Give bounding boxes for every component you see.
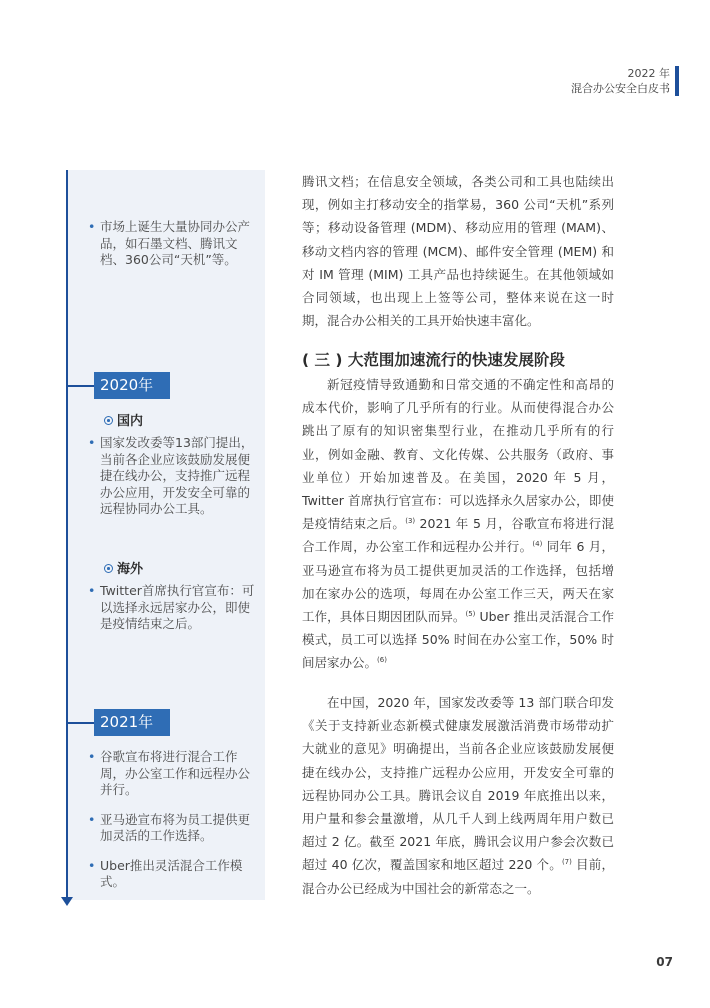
page-header (571, 66, 670, 96)
sidebar-bullet: • 市场上诞生大量协同办公产品，如石墨文档、腾讯文档、360公司“天机”等。 (88, 219, 258, 269)
overseas-block (88, 583, 258, 633)
header-title: 混合办公安全白皮书 (571, 82, 670, 95)
region-overseas (104, 561, 143, 579)
text-run: 在中国，2020 年，国家发改委等 13 部门联合印发《关于支持新业态新模式健康发展激活消费市场带动扩大就业的意见》明确提出，当前各企业应该鼓励发展便捷在线办公，支持推广远程办公应用，开发安全可靠的远程协同办公工具。腾讯会议自 2019 年底推出以来，用户量和参会量激增，从几千人到上线两周年用户数已超过 2 亿。截至 2021 年底，腾讯会议用户参会次数已超过 40 亿次，覆盖国家和地区超过 220 个。 (302, 695, 614, 873)
footnote-ref: (5) (465, 609, 476, 618)
region-domestic-label: 国内 (117, 414, 144, 429)
paragraph-text (302, 691, 614, 900)
sidebar-bullet: • Uber推出灵活混合工作模式。 (88, 858, 258, 891)
footnote-ref: (7) (561, 858, 572, 867)
year-2021-list (88, 749, 258, 891)
sidebar-bullet: • 亚马逊宣布将为员工提供更加灵活的工作选择。 (88, 812, 258, 845)
footnote-ref: (4) (532, 540, 543, 549)
year-2021-label: 2021年 (94, 709, 170, 736)
timeline-connector (66, 722, 94, 724)
header-year: 2022 年 (627, 67, 670, 80)
timeline-connector (66, 385, 94, 387)
sidebar-intro (88, 219, 258, 269)
region-overseas-label: 海外 (117, 562, 144, 577)
sidebar-bullet: • Twitter首席执行官宣布：可以选择永远居家办公，即使是疫情结束之后。 (88, 583, 258, 633)
domestic-block (88, 435, 258, 518)
target-icon (104, 416, 113, 425)
text-run: 目前，混合办公已经成为中国社会的新常态之一。 (302, 857, 614, 896)
footnote-ref: (3) (405, 517, 416, 526)
section-heading: ( 三 ) 大范围加速流行的快速发展阶段 (302, 351, 565, 369)
body-paragraph-2 (302, 373, 614, 675)
target-icon (104, 564, 113, 573)
text-run: 新冠疫情导致通勤和日常交通的不确定性和高昂的成本代价，影响了几乎所有的行业。从而使得混合办公跳出了原有的知识密集型行业，在推动几乎所有的行业，例如金融、教育、文化传媒、公共服务（政府、事业单位）开始加速普及。在美国，2020 年 5 月，Twitter 首席执行官宣布：可以选择永久居家办公，即使是疫情结束之后。 (302, 377, 614, 532)
sidebar-bullet: • 谷歌宣布将进行混合工作周，办公室工作和远程办公并行。 (88, 749, 258, 799)
year-2020-label: 2020年 (94, 372, 170, 399)
timeline-line (66, 170, 68, 898)
paragraph-text (302, 373, 614, 675)
footnote-ref: (6) (377, 656, 387, 665)
sidebar-bullet: • 国家发改委等13部门提出，当前各企业应该鼓励发展便捷在线办公，支持推广远程办公应用，开发安全可靠的远程协同办公工具。 (88, 435, 258, 518)
header-accent-bar (675, 66, 679, 96)
body-paragraph-1 (302, 170, 614, 332)
paragraph-text: 腾讯文档；在信息安全领域，各类公司和工具也陆续出现，例如主打移动安全的指掌易，360 公司“天机”系列等；移动设备管理 (MDM)、移动应用的管理 (MAM)、移动文档内容的管理 (MCM)、邮件安全管理 (MEM) 和对 IM 管理 (MIM) 工具产品也持续诞生。在其他领域如合同领域，也出现上上签等公司，整体来说在这一时期，混合办公相关的工具开始快速丰富化。 (302, 174, 614, 329)
timeline-arrow-icon (61, 897, 73, 906)
text-run: Uber 推出灵活混合工作模式，员工可以选择 50% 时间在办公室工作，50% 时间居家办公。 (302, 609, 614, 671)
region-domestic (104, 413, 143, 431)
text-run: 2021 年 5 月，谷歌宣布将进行混合工作周，办公室工作和远程办公并行。 (302, 516, 614, 555)
body-paragraph-3 (302, 691, 614, 900)
text-run: 同年 6 月，亚马逊宣布将为员工提供更加灵活的工作选择，包括增加在家办公的选项，每周在办公室工作三天，两天在家工作，具体日期因团队而异。 (302, 539, 614, 625)
page-number: 07 (656, 955, 673, 969)
